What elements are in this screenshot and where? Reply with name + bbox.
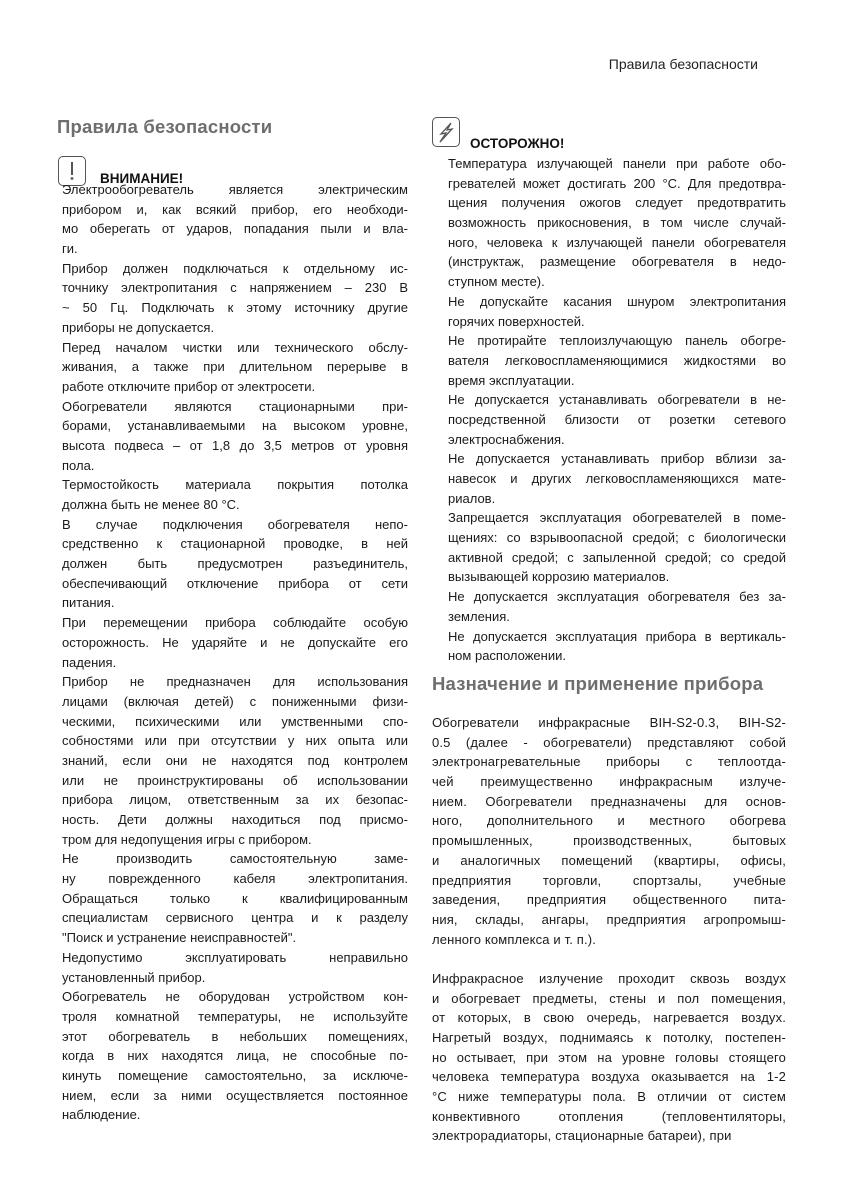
text-line: При перемещении прибора соблюдайте особую [62, 615, 408, 631]
text-line: но остывает, при этом на уровне головы стоящего [432, 1049, 786, 1065]
text-line: Не производить самостоятельную заме- [62, 851, 408, 867]
text-line: (инструктаж, размещение обогревателя в недо- [448, 254, 786, 270]
text-line: электроснабжения. [448, 431, 565, 447]
text-line: работе отключите прибор от электросети. [62, 378, 316, 394]
text-line: Термостойкость материала покрытия потолка [62, 477, 408, 493]
section-heading-safety: Правила безопасности [57, 116, 273, 137]
text-line: падения. [62, 654, 117, 670]
text-line: человека температура воздуха оказывается на 1-2 [432, 1069, 786, 1085]
text-line: знаний, если они не находятся под контролем [62, 752, 408, 768]
text-line: навесок и других легковоспламеняющихся мате- [448, 471, 786, 486]
text-line: ность. Дети должны находиться под присмо- [62, 812, 408, 827]
text-line: средственно к стационарной проводке, в ней [62, 536, 408, 552]
text-line: Не допускается устанавливать прибор вблизи за- [448, 451, 786, 467]
text-line: °C ниже температуры пола. В отличии от систем [432, 1089, 786, 1105]
paragraph [448, 292, 786, 331]
paragraph [432, 713, 786, 949]
text-line: и аналогичных помещений (квартиры, офисы, [432, 852, 786, 868]
text-line: ческими, психическими или умственными спо- [62, 713, 408, 729]
paragraph [62, 338, 408, 397]
text-line: Обращаться только к квалифицированным [62, 890, 408, 906]
text-line: время эксплуатации. [448, 372, 575, 388]
text-line: ну поврежденного кабеля электропитания. [62, 871, 408, 887]
text-line: 0.5 (далее - обогреватели) представляют собой [432, 734, 786, 750]
text-line: ном расположении. [448, 648, 566, 664]
warning-title: ВНИМАНИЕ! [100, 171, 184, 186]
text-line: "Поиск и устранение неисправностей". [62, 930, 297, 946]
text-line: Электрообогреватель является электрическим [62, 182, 408, 197]
paragraph [62, 475, 408, 514]
text-line: щения получения ожогов следует предотвратить [448, 195, 786, 211]
text-line: этот обогреватель в небольших помещениях, [62, 1028, 408, 1044]
running-head: Правила безопасности [608, 56, 758, 72]
text-line: вызывающей коррозию материалов. [448, 569, 670, 585]
paragraph [448, 331, 786, 390]
text-line: лицами (включая детей) с пониженными физи- [62, 693, 408, 709]
text-line: Запрещается эксплуатация обогревателей в поме- [448, 510, 786, 526]
paragraph [448, 390, 786, 449]
text-line: вателя легковоспламеняющимися жидкостями во [448, 352, 786, 368]
text-line: ного, дополнительного и местного обогрева [432, 813, 786, 829]
text-line: активной средой; с запыленной средой; со средой [448, 549, 786, 565]
paragraph [62, 259, 408, 338]
text-line: ного, человека к излучающей панели обогревателя [448, 234, 786, 250]
text-line: должен быть предусмотрен разъединитель, [62, 556, 408, 572]
text-line: мо оберегать от ударов, попадания пыли и вла- [62, 221, 408, 237]
text-line: нием. Обогреватели предназначены для основ- [432, 793, 786, 809]
paragraph [62, 397, 408, 476]
text-line: чей преимущественно инфракрасным излуче- [432, 774, 786, 790]
text-line: тром для недопущения игры с прибором. [62, 831, 312, 847]
text-line: Инфракрасное излучение проходит сквозь воздух [432, 970, 786, 986]
text-line: земления. [448, 608, 510, 624]
text-line: конвективного отопления (тепловентиляторы, [432, 1108, 786, 1124]
text-line: риалов. [448, 490, 496, 506]
paragraph [432, 969, 786, 1146]
text-line: наблюдение. [62, 1107, 141, 1123]
text-line: предприятия торговли, спортзалы, учебные [432, 872, 786, 888]
text-line: кинуть помещение самостоятельно, за исключе- [62, 1067, 408, 1083]
paragraph [62, 180, 408, 259]
paragraph [448, 587, 786, 626]
text-line: Прибор должен подключаться к отдельному ис- [62, 260, 408, 276]
paragraph [62, 515, 408, 613]
text-line: когда в них находятся лица, не способные по- [62, 1048, 408, 1064]
paragraph [448, 627, 786, 666]
text-line: В случае подключения обогревателя непо- [62, 516, 408, 532]
text-line: Перед началом чистки или технического обслу- [62, 339, 408, 355]
text-line: живания, а также при длительном перерыве в [62, 359, 408, 375]
text-line: Не протирайте теплоизлучающую панель обогре- [448, 333, 786, 349]
text-line: ния, склады, ангары, предприятия агропромыш- [432, 911, 786, 927]
text-line: ступном месте). [448, 274, 545, 290]
paragraph [62, 672, 408, 849]
text-line: прибором и, как всякий прибор, его необходи- [62, 201, 408, 217]
text-line: Обогреватели инфракрасные BIH-S2-0.3, BIH-S2- [432, 715, 786, 730]
text-line: промышленных, производственных, бытовых [432, 833, 786, 849]
lightning-icon [432, 117, 460, 147]
text-line: Не допускайте касания шнуром электропитания [448, 293, 786, 309]
text-line: Температура излучающей панели при работе обо- [448, 156, 786, 171]
text-line: Не допускается устанавливать обогреватели в не- [448, 392, 786, 408]
paragraph-spacer [432, 949, 786, 969]
text-line: троля комнатной температуры, не используйте [62, 1008, 408, 1024]
text-line: ги. [62, 241, 78, 257]
text-line: или не проинструктированы об использовании [62, 772, 408, 788]
text-line: Не допускается эксплуатация обогревателя без за- [448, 589, 786, 605]
purpose-text [432, 713, 786, 1146]
text-line: установленный прибор. [62, 969, 206, 985]
text-line: горячих поверхностей. [448, 313, 585, 329]
text-line: Обогреватель не оборудован устройством кон- [62, 989, 408, 1005]
text-line: нием, если за ними осуществляется постоянное [62, 1087, 408, 1103]
text-line: Не допускается эксплуатация прибора в вертикаль- [448, 628, 786, 644]
text-line: обеспечивающий отключение прибора от сети [62, 575, 408, 591]
paragraph [62, 987, 408, 1125]
text-line: Недопустимо эксплуатировать неправильно [62, 949, 408, 965]
text-line: ~ 50 Гц. Подключать к этому источнику другие [62, 300, 408, 316]
caution-title: ОСТОРОЖНО! [470, 136, 565, 151]
paragraph [62, 948, 408, 987]
text-line: и обогревает предметы, стены и пол помещения, [432, 990, 786, 1006]
text-line: точнику электропитания с напряжением – 230 В [62, 280, 408, 296]
paragraph [62, 849, 408, 947]
text-line: собностями или при отсутствии у них опыта или [62, 733, 408, 749]
text-line: осторожность. Не ударяйте и не допускайте его [62, 634, 408, 650]
text-line: питания. [62, 595, 115, 611]
text-line: пола. [62, 457, 95, 473]
text-line: возможность прикосновения, в том числе случай- [448, 215, 786, 231]
paragraph [448, 154, 786, 292]
text-line: приборы не допускается. [62, 319, 215, 335]
caution-text [448, 154, 786, 666]
text-line: Нагретый воздух, поднимаясь к потолку, постепен- [432, 1030, 786, 1045]
text-line: высота подвеса – от 1,8 до 3,5 метров от уровня [62, 437, 408, 453]
text-line: посредственной близости от розетки сетевого [448, 411, 786, 427]
text-line: электрорадиаторы, стационарные батареи), при [432, 1128, 732, 1144]
safety-warning-text [62, 180, 408, 1125]
text-line: ленного комплекса и т. п.). [432, 931, 596, 947]
text-line: заведения, предприятия общественного пита- [432, 892, 786, 908]
text-line: должна быть не менее 80 °C. [62, 497, 240, 512]
text-line: Обогреватели являются стационарными при- [62, 398, 408, 414]
text-line: от которых, в свою очередь, нагревается воздух. [432, 1010, 786, 1026]
text-line: борами, устанавливаемыми на высоком уровне, [62, 418, 408, 434]
text-line: специалистам сервисного центра и к разделу [62, 910, 408, 926]
section-heading-purpose: Назначение и применение прибора [432, 673, 764, 694]
text-line: гревателей может достигать 200 °C. Для предотвра- [448, 175, 786, 191]
paragraph [448, 508, 786, 587]
text-line: прибора лицом, ответственным за их безопас- [62, 792, 408, 808]
paragraph [62, 613, 408, 672]
paragraph [448, 449, 786, 508]
text-line: электронагревательные приборы с теплоотда- [432, 754, 786, 770]
text-line: щениях: со взрывоопасной средой; с биологически [448, 530, 786, 546]
text-line: Прибор не предназначен для использования [62, 674, 408, 690]
